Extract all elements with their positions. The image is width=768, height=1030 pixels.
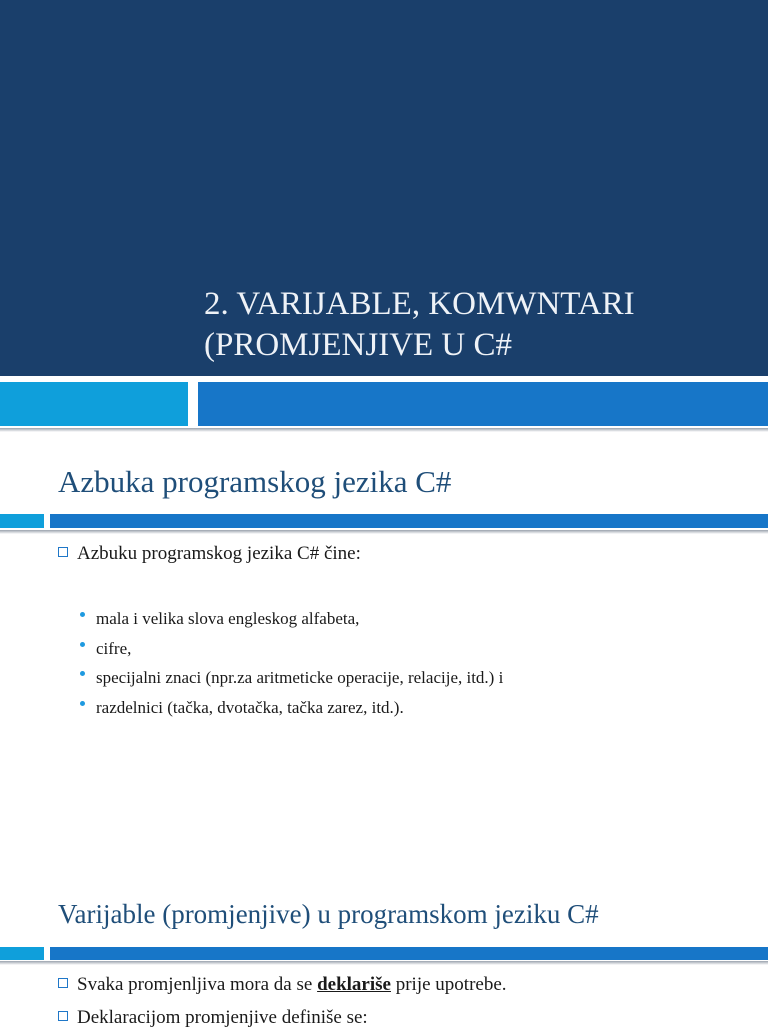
sub-bullet-text: razdelnici (tačka, dvotačka, tačka zarez, itd.). <box>96 697 404 717</box>
sub-bullet-text: cifre, <box>96 638 132 658</box>
sub-bullet-item <box>80 634 503 664</box>
dot-bullet-icon <box>80 701 85 706</box>
rule-shadow <box>0 530 768 534</box>
bullet-emphasis: deklariše <box>317 974 391 995</box>
title-rule-left <box>0 947 44 960</box>
title-rule-right <box>50 514 768 528</box>
dot-bullet-icon <box>80 612 85 617</box>
sub-bullet-item <box>80 604 503 634</box>
dot-bullet-icon <box>80 671 85 676</box>
title-slide-heading <box>204 284 764 366</box>
bullet-text: Azbuku programskog jezika C# čine: <box>77 543 361 564</box>
dot-bullet-icon <box>80 642 85 647</box>
title-rule-right <box>50 947 768 960</box>
bullet-item <box>58 1006 368 1030</box>
bullet-text: Deklaracijom promjenjive definiše se: <box>77 1007 368 1028</box>
band-shadow <box>0 428 768 432</box>
accent-band-right <box>198 382 768 426</box>
rule-shadow <box>0 961 768 965</box>
square-bullet-icon <box>58 547 68 557</box>
sub-bullet-list <box>80 604 503 722</box>
sub-bullet-text: mala i velika slova engleskog alfabeta, <box>96 609 360 628</box>
slide-title: Varijable (promjenjive) u programskom jeziku C# <box>58 899 599 929</box>
sub-bullet-item <box>80 693 503 723</box>
bullet-item <box>58 973 507 997</box>
sub-bullet-item <box>80 663 503 693</box>
sub-bullet-text: specijalni znaci (npr.za aritmeticke operacije, relacije, itd.) i <box>96 668 504 687</box>
title-rule-left <box>0 514 44 528</box>
square-bullet-icon <box>58 1011 68 1021</box>
accent-band-left <box>0 382 188 426</box>
bullet-item <box>58 542 361 566</box>
title-line-1: 2. VARIJABLE, KOMWNTARI <box>204 286 635 322</box>
divider <box>0 376 768 379</box>
bullet-text: Svaka promjenljiva mora da se <box>77 974 318 995</box>
square-bullet-icon <box>58 978 68 988</box>
title-line-2: (PROMJENJIVE U C# <box>204 327 513 363</box>
bullet-text: prije upotrebe. <box>390 974 507 995</box>
slide-title: Azbuka programskog jezika C# <box>58 464 452 499</box>
